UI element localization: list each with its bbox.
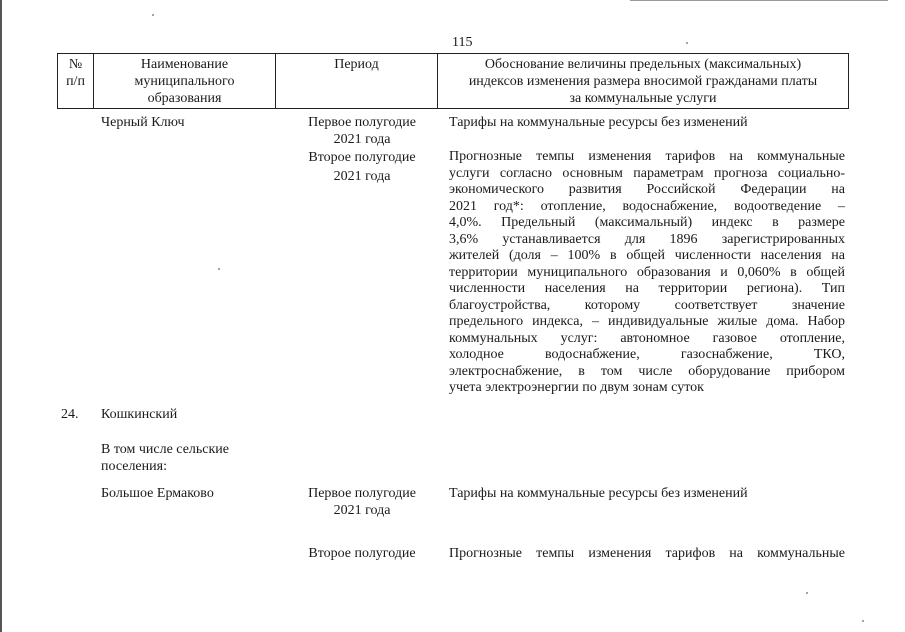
header-period: Период [276,54,438,108]
period-second-half: Второе полугодие 2021 года [308,150,416,184]
header-num: № п/п [58,54,94,108]
scan-speck [862,620,864,622]
row-number: 24. [61,407,79,422]
municipality-name: Кошкинский [101,407,178,422]
municipality-name: Черный Ключ [101,115,185,130]
subsection-label: В том числе сельские поселения: [101,442,230,474]
table-header [57,53,849,109]
period-first-half: Первое полугодие 2021 года [308,115,416,147]
header-name: Наименование муниципального образования [94,54,276,108]
tariff-note: Тарифы на коммунальные ресурсы без изменений [449,486,748,501]
forecast-paragraph: Прогнозные темпы изменения тарифов на коммунальные [449,546,845,561]
scan-speck [806,592,808,594]
scan-speck [152,14,154,16]
forecast-paragraph: Прогнозные темпы изменения тарифов на коммунальные услуги согласно основным параметрам прогноза социально- экономического развития Российской Федерации на 2021 год*: отопление, водоснабжение, водоотведение – 4,0%. Предельный (максимальный) индекс в размере 3,6% устанавливается для 1896 зарегистрированных жителей (доля – 100% в общей численности населения на территории муниципального образования и 0,060% в общей численности населения на территории региона). Тип благоустройства, которому соответствует значение предельного индекса, – индивидуальные жилые дома. Набор коммунальных услуг: автономное газовое отопление, холодное водоснабжение, газоснабжение, ТКО, электроснабжение, в том числе оборудование прибором учета электроэнергии по двум зонам суток [449,149,845,395]
tariff-note: Тарифы на коммунальные ресурсы без изменений [449,115,748,130]
page-number: 115 [452,35,473,50]
top-rule [630,0,888,1]
scan-edge [0,0,2,632]
period-first-half: Первое полугодие 2021 года [308,486,416,518]
period-second-half: Второе полугодие [308,546,416,561]
scan-speck [686,42,688,44]
settlement-name: Большое Ермаково [101,486,214,501]
scan-speck [218,268,220,270]
header-justification: Обоснование величины предельных (максимальных) индексов изменения размера вносимой гражданами платы за коммунальные услуги [468,57,818,106]
